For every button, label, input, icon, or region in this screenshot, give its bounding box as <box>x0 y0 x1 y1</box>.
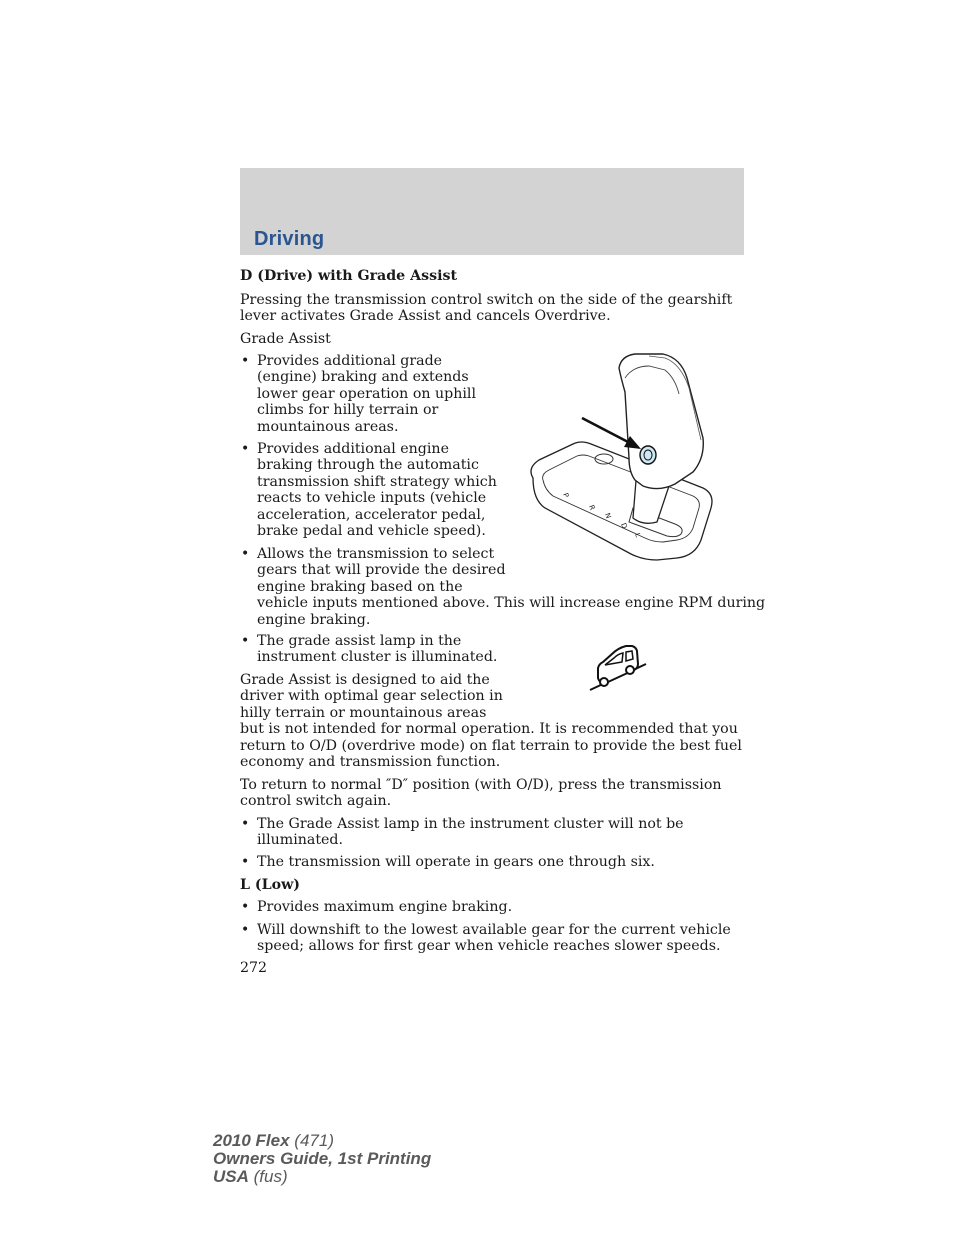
bullet-marker: • <box>241 546 250 562</box>
drive-intro: Pressing the transmission control switch on the side of the gearshift lever activates Grade Assist and cancels Overdrive. <box>240 292 733 325</box>
footer-guide: Owners Guide, 1st Printing <box>213 1149 432 1168</box>
document-footer <box>213 1132 431 1186</box>
footer-region-code: (fus) <box>253 1167 288 1186</box>
footer-region: USA <box>213 1167 249 1186</box>
return-to-drive-paragraph: To return to normal ″D″ position (with O/D), press the transmission control switch again. <box>240 777 722 810</box>
footer-model-code: (471) <box>294 1131 334 1150</box>
bullet-lamp-off: The Grade Assist lamp in the instrument cluster will not be illuminated. <box>257 816 684 849</box>
gear-letter-l: L <box>633 531 642 539</box>
bullet-marker: • <box>241 633 250 649</box>
grade-assist-design-paragraph: Grade Assist is designed to aid the driver with optimal gear selection in hilly terrain or mountainous areas but is not intended for normal operation. It is recommended that you return to O/D (overdrive mode) on flat terrain to provide the best fuel economy and transmission function. <box>240 672 742 771</box>
bullet-downshift: Will downshift to the lowest available gear for the current vehicle speed; allows for first gear when vehicle reaches slower speeds. <box>257 922 731 955</box>
gear-letter-d: D <box>619 521 629 530</box>
grade-assist-label: Grade Assist <box>240 331 331 347</box>
gearshift-illustration <box>525 348 715 568</box>
gear-letter-r: R <box>587 503 597 512</box>
bullet-lamp-illuminated: The grade assist lamp in the instrument cluster is illuminated. <box>257 633 498 666</box>
bullet-engine-braking: Provides additional engine braking through the automatic transmission shift strategy which reacts to vehicle inputs (vehicle acceleration, accelerator pedal, brake pedal and vehicle speed). <box>257 441 497 540</box>
bullet-marker: • <box>241 922 250 938</box>
bullet-select-gears: Allows the transmission to select gears that will provide the desired engine braking based on the vehicle inputs mentioned above. This will increase engine RPM during engine braking. <box>257 546 766 628</box>
bullet-marker: • <box>241 816 250 832</box>
bullet-six-gears: The transmission will operate in gears one through six. <box>257 854 655 870</box>
gear-letter-n: N <box>603 511 613 520</box>
footer-model-line <box>213 1132 431 1150</box>
bullet-marker: • <box>241 854 250 870</box>
gear-letter-p: P <box>561 491 571 499</box>
low-heading: L (Low) <box>240 877 300 893</box>
bullet-max-braking: Provides maximum engine braking. <box>257 899 513 915</box>
bullet-marker: • <box>241 441 250 457</box>
drive-heading: D (Drive) with Grade Assist <box>240 268 458 284</box>
page-number: 272 <box>240 960 268 976</box>
grade-assist-lamp-icon <box>588 642 650 694</box>
footer-model: 2010 Flex <box>213 1131 290 1150</box>
section-title: Driving <box>254 228 325 250</box>
bullet-marker: • <box>241 353 250 369</box>
bullet-marker: • <box>241 899 250 915</box>
footer-region-line <box>213 1168 431 1186</box>
bullet-grade-braking: Provides additional grade (engine) braking and extends lower gear operation on uphill climbs for hilly terrain or mountainous areas. <box>257 353 476 435</box>
